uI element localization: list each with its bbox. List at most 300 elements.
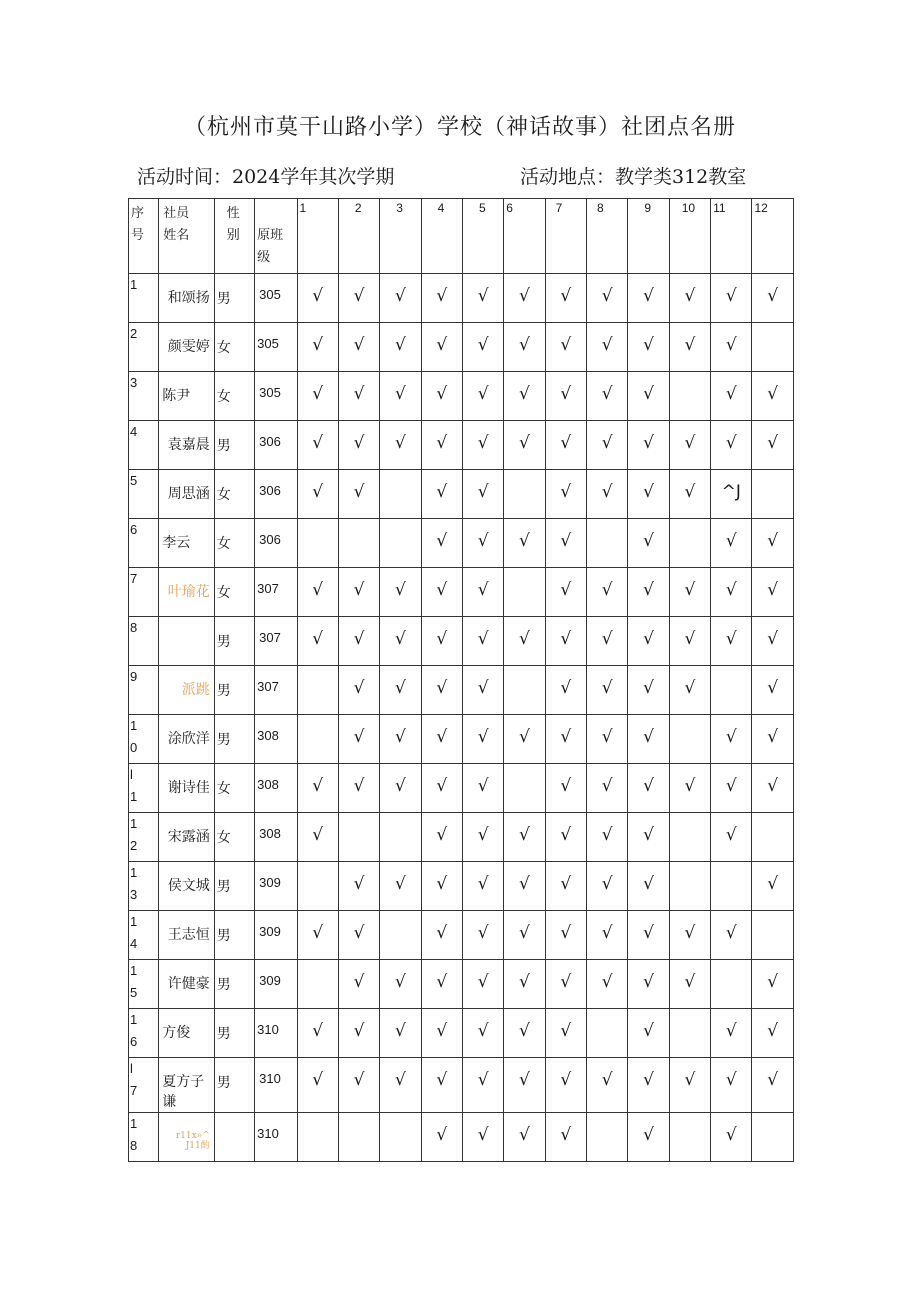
attendance-mark-cell <box>421 323 462 372</box>
member-class: 306 <box>259 532 281 547</box>
member-gender: 男 <box>216 732 231 748</box>
attendance-mark <box>752 470 793 482</box>
attendance-mark-cell <box>669 1009 710 1058</box>
attendance-mark-cell <box>297 470 338 519</box>
member-class: 309 <box>259 924 281 939</box>
activity-place: 活动地点：教学类312教室 <box>520 166 747 188</box>
attendance-mark: √ <box>601 384 613 404</box>
header-row <box>129 199 794 274</box>
attendance-mark: √ <box>601 286 613 306</box>
row-seq: 6 <box>130 522 138 537</box>
attendance-mark: √ <box>394 972 406 992</box>
attendance-mark-cell <box>752 372 794 421</box>
row-seq: 12 <box>130 816 138 853</box>
attendance-mark: √ <box>560 433 572 453</box>
header-session-label: 3 <box>396 201 403 215</box>
attendance-mark-cell <box>380 568 421 617</box>
header-session-label: 5 <box>478 201 486 215</box>
attendance-mark-cell <box>421 568 462 617</box>
member-gender: 男 <box>216 683 231 699</box>
attendance-mark: √ <box>312 923 324 943</box>
attendance-mark-cell <box>380 960 421 1009</box>
row-seq-cell <box>129 862 159 911</box>
attendance-mark-cell <box>462 1113 503 1162</box>
attendance-mark <box>380 813 420 825</box>
attendance-mark-cell <box>462 715 503 764</box>
member-class: 308 <box>257 728 279 743</box>
row-seq-cell <box>129 323 159 372</box>
attendance-mark: √ <box>394 678 406 698</box>
attendance-mark-cell <box>752 421 794 470</box>
header-session-5 <box>462 199 503 274</box>
member-name-cell <box>159 1058 215 1113</box>
attendance-mark-cell <box>752 274 794 323</box>
row-seq-cell <box>129 911 159 960</box>
attendance-mark-cell <box>421 519 462 568</box>
member-class: 307 <box>259 630 281 645</box>
attendance-mark: √ <box>684 1070 696 1090</box>
attendance-mark-cell <box>628 372 669 421</box>
attendance-mark-cell <box>421 911 462 960</box>
table-row <box>129 421 794 470</box>
attendance-mark: √ <box>436 531 448 551</box>
attendance-mark-cell <box>669 764 710 813</box>
member-name: 周思涵 <box>167 486 210 502</box>
attendance-mark-cell <box>711 666 752 715</box>
attendance-mark: √ <box>684 629 696 649</box>
attendance-mark-cell <box>338 1009 379 1058</box>
table-row <box>129 960 794 1009</box>
attendance-mark-cell <box>338 274 379 323</box>
member-gender-cell <box>214 274 254 323</box>
attendance-mark-cell <box>545 715 586 764</box>
attendance-mark: √ <box>477 531 489 551</box>
attendance-mark: √ <box>436 482 448 502</box>
header-gender-label: 性别 <box>226 206 240 243</box>
attendance-mark: √ <box>394 1021 406 1041</box>
table-row <box>129 568 794 617</box>
member-class-cell <box>255 1113 297 1162</box>
header-class-label: 原班级 <box>257 228 284 265</box>
attendance-mark-cell <box>297 666 338 715</box>
attendance-mark-cell <box>462 1058 503 1113</box>
attendance-mark-cell <box>380 274 421 323</box>
attendance-mark: √ <box>560 1070 572 1090</box>
attendance-mark-cell <box>587 470 628 519</box>
attendance-mark: √ <box>353 678 365 698</box>
member-name: r11x»^ J11酌 <box>175 1131 210 1151</box>
table-row <box>129 764 794 813</box>
attendance-mark: √ <box>601 972 613 992</box>
attendance-mark: √ <box>436 629 448 649</box>
member-class-cell <box>255 666 297 715</box>
attendance-mark-cell <box>628 1009 669 1058</box>
attendance-mark-cell <box>462 323 503 372</box>
attendance-mark: √ <box>643 776 654 796</box>
attendance-mark-cell <box>587 323 628 372</box>
member-name-cell <box>159 519 215 568</box>
attendance-mark <box>670 862 710 874</box>
member-class: 309 <box>259 973 281 988</box>
member-gender-cell <box>214 1009 254 1058</box>
attendance-mark-cell <box>338 862 379 911</box>
attendance-mark-cell <box>297 421 338 470</box>
attendance-mark-cell <box>752 617 794 666</box>
attendance-mark: √ <box>601 1070 613 1090</box>
attendance-mark <box>380 470 420 482</box>
attendance-mark-cell <box>380 323 421 372</box>
attendance-mark-cell <box>462 813 503 862</box>
attendance-mark: √ <box>394 580 406 600</box>
attendance-mark: √ <box>519 1070 530 1090</box>
header-session-7 <box>545 199 586 274</box>
attendance-mark-cell <box>380 1113 421 1162</box>
member-class: 305 <box>257 336 279 351</box>
attendance-mark-cell <box>669 813 710 862</box>
header-gender <box>214 199 254 274</box>
attendance-mark <box>298 715 338 727</box>
member-class: 310 <box>257 1126 279 1141</box>
attendance-mark-cell <box>587 372 628 421</box>
attendance-mark-cell <box>504 372 545 421</box>
member-name: 陈尹 <box>162 388 191 404</box>
attendance-mark-cell <box>462 421 503 470</box>
attendance-mark-cell <box>380 421 421 470</box>
member-gender-cell <box>214 862 254 911</box>
member-gender: 男 <box>216 879 231 895</box>
attendance-mark: √ <box>643 1021 654 1041</box>
attendance-mark: √ <box>477 923 489 943</box>
header-session-label: 10 <box>681 201 696 215</box>
attendance-mark-cell <box>297 813 338 862</box>
attendance-mark <box>380 911 420 923</box>
member-gender: 男 <box>216 1026 231 1042</box>
attendance-mark: √ <box>312 286 324 306</box>
attendance-mark: √ <box>519 923 530 943</box>
attendance-mark: √ <box>312 825 324 845</box>
table-row <box>129 617 794 666</box>
attendance-mark: √ <box>601 580 613 600</box>
member-gender-cell <box>214 1113 254 1162</box>
attendance-mark: √ <box>312 335 324 355</box>
member-class-cell <box>255 274 297 323</box>
attendance-mark-cell <box>752 666 794 715</box>
attendance-mark-cell <box>752 470 794 519</box>
attendance-mark-cell <box>752 519 794 568</box>
attendance-mark: √ <box>477 384 489 404</box>
attendance-mark-cell <box>380 911 421 960</box>
attendance-mark: √ <box>353 629 365 649</box>
attendance-mark: √ <box>560 727 572 747</box>
attendance-mark: √ <box>353 286 365 306</box>
table-row <box>129 862 794 911</box>
attendance-mark-cell <box>462 274 503 323</box>
attendance-mark: √ <box>312 776 324 796</box>
attendance-mark-cell <box>669 862 710 911</box>
attendance-mark: √ <box>436 286 448 306</box>
attendance-mark: √ <box>394 384 406 404</box>
attendance-mark-cell <box>669 470 710 519</box>
row-seq-cell <box>129 1113 159 1162</box>
attendance-mark-cell <box>587 1009 628 1058</box>
member-class: 307 <box>257 581 279 596</box>
attendance-mark <box>504 764 544 776</box>
header-name <box>159 199 215 274</box>
attendance-mark-cell <box>711 764 752 813</box>
attendance-mark: √ <box>725 286 737 306</box>
attendance-mark <box>670 813 710 825</box>
attendance-mark-cell <box>338 715 379 764</box>
attendance-mark: √ <box>312 580 324 600</box>
member-name-cell <box>159 862 215 911</box>
attendance-mark: √ <box>436 678 448 698</box>
member-gender-cell <box>214 568 254 617</box>
attendance-mark-cell <box>380 813 421 862</box>
row-seq-cell <box>129 372 159 421</box>
attendance-mark-cell <box>462 666 503 715</box>
attendance-mark-cell <box>711 911 752 960</box>
attendance-mark-cell <box>504 519 545 568</box>
member-class: 307 <box>257 679 279 694</box>
attendance-mark-cell <box>669 372 710 421</box>
attendance-mark-cell <box>587 715 628 764</box>
attendance-mark-cell <box>504 666 545 715</box>
attendance-mark-cell <box>752 715 794 764</box>
attendance-mark: √ <box>519 972 530 992</box>
attendance-mark-cell <box>421 421 462 470</box>
attendance-mark-cell <box>462 372 503 421</box>
attendance-mark-cell <box>587 519 628 568</box>
attendance-mark: √ <box>725 923 737 943</box>
attendance-mark-cell <box>380 1058 421 1113</box>
member-class-cell <box>255 519 297 568</box>
attendance-mark: √ <box>601 923 613 943</box>
member-gender <box>215 1113 254 1127</box>
attendance-mark-cell <box>628 715 669 764</box>
attendance-mark: √ <box>519 531 530 551</box>
attendance-mark-cell <box>338 1058 379 1113</box>
member-name-cell <box>159 764 215 813</box>
attendance-mark: √ <box>767 384 779 404</box>
header-session-8 <box>587 199 628 274</box>
member-name: 方俊 <box>162 1025 191 1041</box>
attendance-mark: √ <box>560 531 572 551</box>
member-gender: 男 <box>216 928 231 944</box>
member-class-cell <box>255 617 297 666</box>
attendance-mark: √ <box>519 433 530 453</box>
header-session-label: 12 <box>754 201 768 215</box>
member-gender-cell <box>214 960 254 1009</box>
header-name-label: 社员姓名 <box>163 206 190 243</box>
attendance-mark-cell <box>711 862 752 911</box>
member-class-cell <box>255 470 297 519</box>
attendance-mark: √ <box>725 1125 737 1145</box>
attendance-mark: √ <box>312 482 324 502</box>
member-class-cell <box>255 1058 297 1113</box>
attendance-mark-cell <box>752 1113 794 1162</box>
attendance-mark: √ <box>643 580 654 600</box>
attendance-mark: √ <box>436 923 448 943</box>
attendance-mark: √ <box>436 433 448 453</box>
table-row <box>129 1113 794 1162</box>
attendance-mark-cell <box>628 862 669 911</box>
attendance-mark-cell <box>504 715 545 764</box>
attendance-mark-cell <box>380 617 421 666</box>
attendance-mark: √ <box>767 531 779 551</box>
attendance-mark-cell <box>421 1058 462 1113</box>
row-seq: 1 <box>130 277 138 292</box>
attendance-mark-cell <box>504 421 545 470</box>
table-row <box>129 519 794 568</box>
attendance-mark <box>339 1113 379 1125</box>
attendance-mark: √ <box>767 286 779 306</box>
member-class-cell <box>255 715 297 764</box>
attendance-mark-cell <box>297 1113 338 1162</box>
attendance-mark-cell <box>421 372 462 421</box>
attendance-mark-cell <box>711 323 752 372</box>
member-gender-cell <box>214 617 254 666</box>
table-row <box>129 323 794 372</box>
member-gender-cell <box>214 323 254 372</box>
member-class: 306 <box>259 434 281 449</box>
attendance-mark-cell <box>587 813 628 862</box>
attendance-mark-cell <box>380 862 421 911</box>
header-seq-label: 序号 <box>131 206 145 243</box>
attendance-mark-cell <box>545 470 586 519</box>
attendance-mark: √ <box>436 580 448 600</box>
header-session-label: 1 <box>299 201 307 215</box>
row-seq-cell <box>129 421 159 470</box>
attendance-mark-cell <box>462 960 503 1009</box>
attendance-mark: √ <box>394 727 406 747</box>
row-seq: 14 <box>130 914 138 951</box>
member-name: 颜雯婷 <box>167 339 210 355</box>
attendance-mark-cell <box>504 274 545 323</box>
attendance-mark: √ <box>767 629 779 649</box>
row-seq: l1 <box>130 767 138 804</box>
attendance-mark: √ <box>643 825 654 845</box>
attendance-mark <box>587 1009 627 1021</box>
attendance-mark: √ <box>436 1070 448 1090</box>
attendance-mark-cell <box>545 764 586 813</box>
attendance-mark-cell <box>338 666 379 715</box>
attendance-mark-cell <box>297 274 338 323</box>
attendance-mark: √ <box>312 629 324 649</box>
attendance-mark: √ <box>684 923 696 943</box>
attendance-mark-cell <box>669 911 710 960</box>
member-name-cell <box>159 421 215 470</box>
attendance-mark: √ <box>767 678 779 698</box>
member-class-cell <box>255 323 297 372</box>
attendance-mark: √ <box>767 580 779 600</box>
attendance-mark-cell <box>711 274 752 323</box>
attendance-mark: √ <box>394 874 406 894</box>
attendance-mark <box>298 519 338 531</box>
member-name: 宋露涵 <box>167 829 210 845</box>
member-class-cell <box>255 960 297 1009</box>
attendance-mark: √ <box>643 727 654 747</box>
attendance-mark-cell <box>711 1058 752 1113</box>
attendance-mark: √ <box>601 727 613 747</box>
attendance-mark <box>298 1113 338 1125</box>
attendance-mark: √ <box>477 825 489 845</box>
attendance-mark <box>504 470 544 482</box>
attendance-mark: √ <box>684 335 696 355</box>
attendance-mark-cell <box>462 470 503 519</box>
attendance-mark-cell <box>545 323 586 372</box>
member-gender: 女 <box>216 585 231 601</box>
table-row <box>129 813 794 862</box>
attendance-mark <box>587 1113 627 1125</box>
attendance-mark-cell <box>545 666 586 715</box>
attendance-mark: √ <box>312 1070 324 1090</box>
member-gender: 男 <box>216 291 231 307</box>
member-class: 310 <box>257 1022 279 1037</box>
attendance-mark-cell <box>380 764 421 813</box>
attendance-mark: √ <box>725 776 737 796</box>
row-seq-cell <box>129 764 159 813</box>
attendance-mark-cell <box>462 911 503 960</box>
attendance-mark: √ <box>643 384 654 404</box>
row-seq: 2 <box>130 326 138 341</box>
row-seq: 10 <box>130 718 138 755</box>
attendance-mark <box>752 911 793 923</box>
header-session-label: 7 <box>555 201 563 215</box>
attendance-mark-cell <box>711 372 752 421</box>
attendance-mark: √ <box>643 972 654 992</box>
attendance-mark-cell <box>711 1113 752 1162</box>
member-name-cell <box>159 470 215 519</box>
attendance-mark: √ <box>477 433 489 453</box>
attendance-mark-cell <box>628 1113 669 1162</box>
attendance-mark: √ <box>353 1070 365 1090</box>
table-row <box>129 911 794 960</box>
attendance-mark: √ <box>767 776 779 796</box>
attendance-mark-cell <box>545 1058 586 1113</box>
header-session-9 <box>628 199 669 274</box>
attendance-mark: √ <box>725 580 737 600</box>
attendance-mark: √ <box>436 727 448 747</box>
member-name: 和颂扬 <box>167 290 210 306</box>
attendance-mark <box>339 813 379 825</box>
attendance-mark: √ <box>560 482 572 502</box>
attendance-mark-cell <box>462 764 503 813</box>
attendance-mark-cell <box>669 568 710 617</box>
attendance-mark-cell <box>380 666 421 715</box>
attendance-mark: √ <box>519 286 530 306</box>
attendance-mark-cell <box>711 715 752 764</box>
attendance-mark-cell <box>421 1009 462 1058</box>
attendance-mark: √ <box>436 874 448 894</box>
header-session-label: 6 <box>506 201 513 215</box>
member-name: 侯文城 <box>167 878 210 894</box>
attendance-mark-cell <box>669 519 710 568</box>
attendance-mark-cell <box>338 617 379 666</box>
attendance-mark: √ <box>643 531 654 551</box>
attendance-mark: √ <box>725 825 737 845</box>
attendance-mark: √ <box>436 825 448 845</box>
attendance-mark-cell <box>669 421 710 470</box>
attendance-mark-cell <box>545 372 586 421</box>
attendance-mark <box>380 519 420 531</box>
attendance-mark: √ <box>725 433 737 453</box>
member-class-cell <box>255 862 297 911</box>
attendance-mark <box>504 666 544 678</box>
member-class: 305 <box>259 385 281 400</box>
member-name-cell <box>159 715 215 764</box>
attendance-mark: √ <box>519 335 530 355</box>
attendance-mark: √ <box>684 433 696 453</box>
